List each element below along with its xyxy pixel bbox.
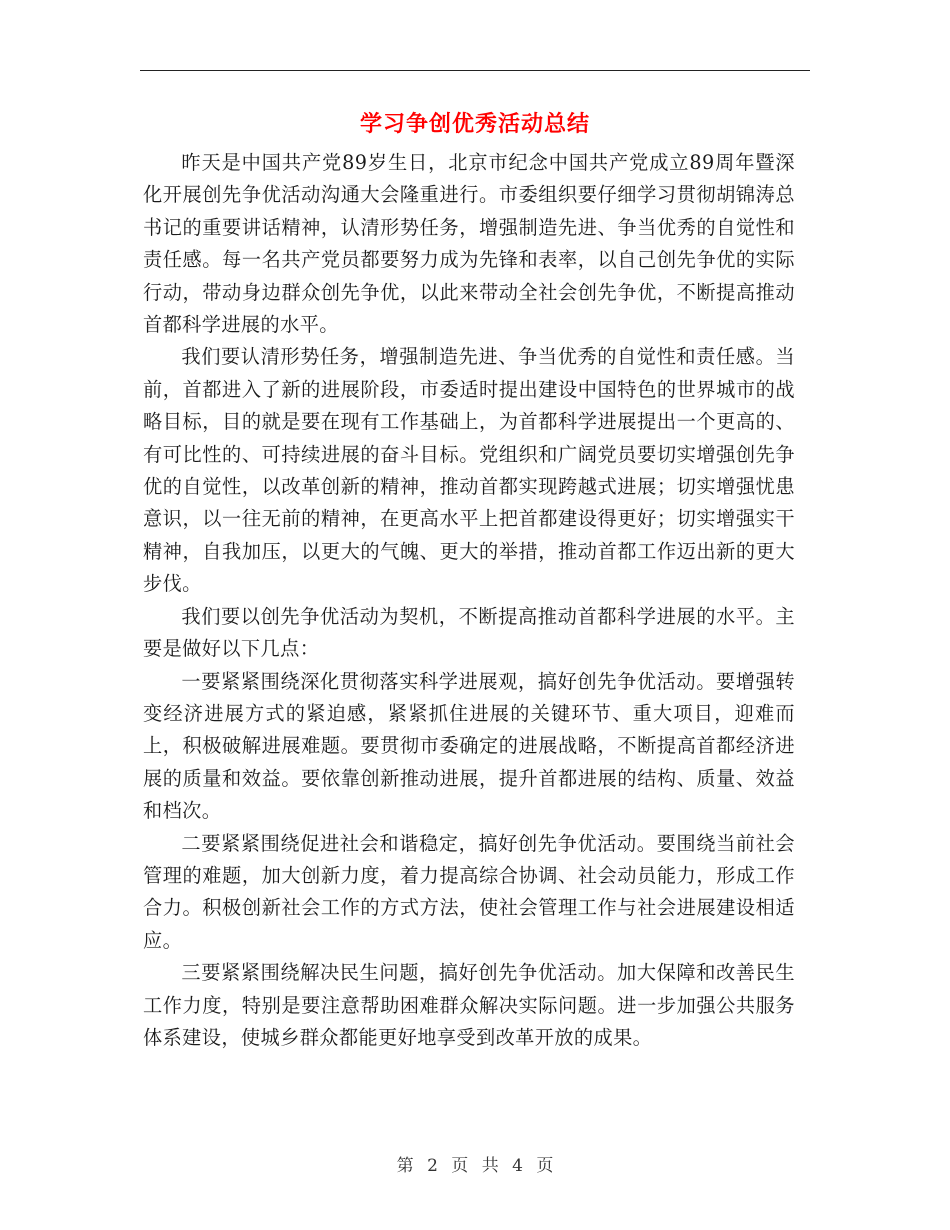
footer-total-prefix: 共 [481,1156,499,1176]
paragraph-4: 一要紧紧围绕深化贯彻落实科学进展观，搞好创先争优活动。要增强转变经济进展方式的紧迫感，紧紧抓住进展的关键环节、重大项目，迎难而上，积极破解进展难题。要贯彻市委确定的进展战略，不断提高首都经济进展的质量和效益。要依靠创新推动进展，提升首都进展的结构、质量、效益和档次。 [143,669,795,823]
header-rule [140,70,810,71]
footer-total-suffix: 页 [536,1156,554,1176]
document-title: 学习争创优秀活动总结 [359,112,590,137]
paragraph-3: 我们要以创先争优活动为契机，不断提高推动首都科学进展的水平。主要是做好以下几点： [143,604,795,661]
footer-page-word: 页 [451,1156,469,1176]
document-body [143,147,795,1054]
paragraph-5: 二要紧紧围绕促进社会和谐稳定，搞好创先争优活动。要围绕当前社会管理的难题，加大创新力度，着力提高综合协调、社会动员能力，形成工作合力。积极创新社会工作的方式方法，使社会管理工作与社会进展建设相适应。 [143,831,795,952]
footer-total-pages: 4 [512,1156,523,1176]
paragraph-1: 昨天是中国共产党89岁生日，北京市纪念中国共产党成立89周年暨深化开展创先争优活动沟通大会隆重进行。市委组织要仔细学习贯彻胡锦涛总书记的重要讲话精神，认清形势任务，增强制造先进、争当优秀的自觉性和责任感。每一名共产党员都要努力成为先锋和表率，以自己创先争优的实际行动，带动身边群众创先争优，以此来带动全社会创先争优，不断提高推动首都科学进展的水平。 [143,151,795,337]
footer-current-page: 2 [427,1156,438,1176]
page-footer [0,1151,950,1176]
paragraph-2: 我们要认清形势任务，增强制造先进、争当优秀的自觉性和责任感。当前，首都进入了新的进展阶段，市委适时提出建设中国特色的世界城市的战略目标，目的就是要在现有工作基础上，为首都科学进展提出一个更高的、有可比性的、可持续进展的奋斗目标。党组织和广阔党员要切实增强创先争优的自觉性，以改革创新的精神，推动首都实现跨越式进展；切实增强忧患意识，以一往无前的精神，在更高水平上把首都建设得更好；切实增强实干精神，自我加压，以更大的气魄、更大的举措，推动首都工作迈出新的更大步伐。 [143,345,795,596]
footer-page-prefix: 第 [396,1156,414,1176]
paragraph-6: 三要紧紧围绕解决民生问题，搞好创先争优活动。加大保障和改善民生工作力度，特别是要注意帮助困难群众解决实际问题。进一步加强公共服务体系建设，使城乡群众都能更好地享受到改革开放的成果。 [143,961,795,1049]
